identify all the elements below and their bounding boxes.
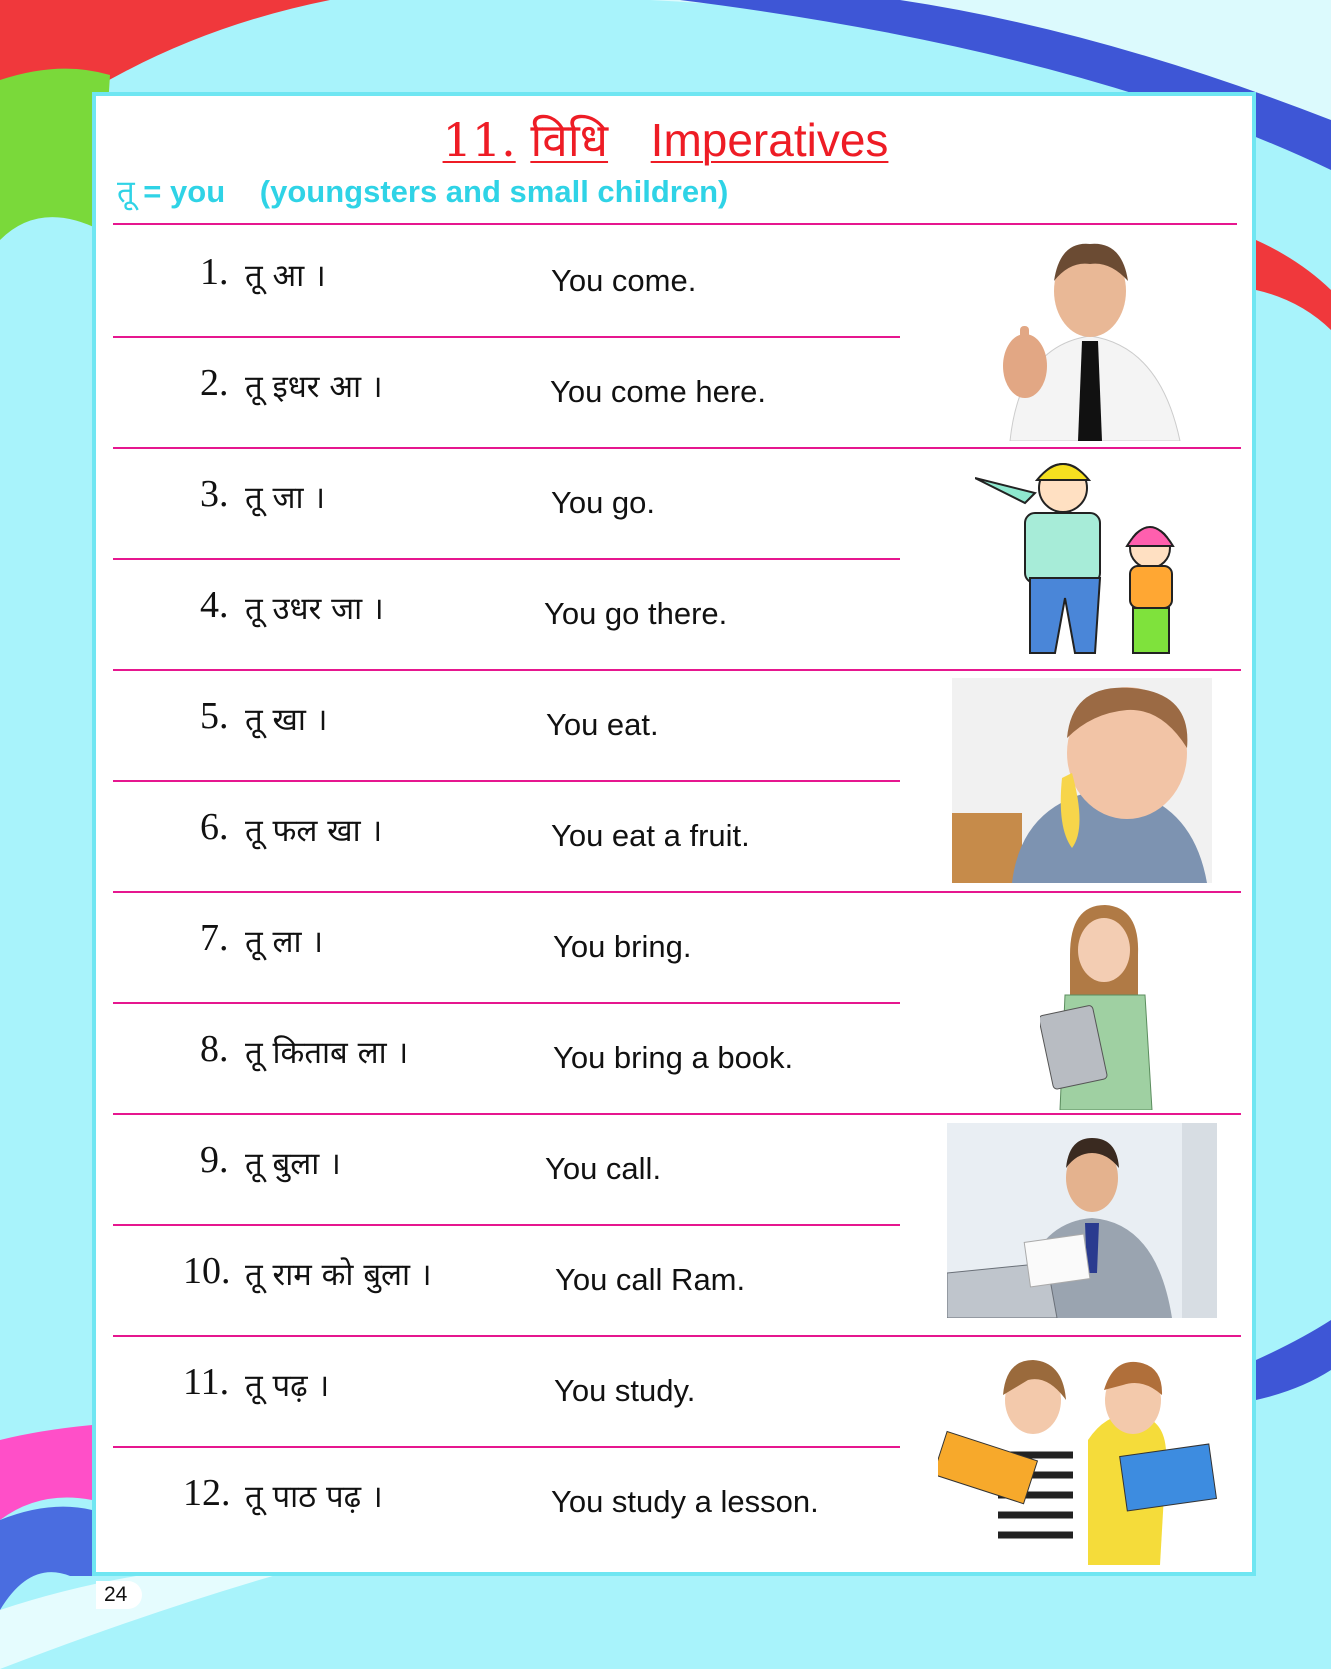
page-title xyxy=(0,112,1331,168)
hindi-sentence: तू आ । xyxy=(245,258,326,294)
english-translation: You bring. xyxy=(553,929,692,964)
english-translation: You eat a fruit. xyxy=(551,818,750,853)
hindi-sentence: तू बुला । xyxy=(245,1146,341,1182)
english-translation: You come. xyxy=(551,263,697,298)
hindi-sentence: तू फल खा । xyxy=(245,813,383,849)
english-translation: You eat. xyxy=(546,707,659,742)
english-translation: You call. xyxy=(545,1151,662,1186)
children-reading-icon xyxy=(938,1350,1223,1565)
row-number: 8. xyxy=(200,1028,229,1070)
row-number: 6. xyxy=(200,806,229,848)
boy-pointing-with-girl-icon xyxy=(975,448,1195,663)
subtitle-meaning: you xyxy=(170,174,226,209)
english-translation: You call Ram. xyxy=(555,1262,746,1297)
header-rule xyxy=(113,223,1237,225)
row-number: 10. xyxy=(183,1250,231,1292)
man-beckoning-icon xyxy=(990,236,1190,441)
english-translation: You study. xyxy=(554,1373,696,1408)
hindi-sentence: तू पढ़ । xyxy=(245,1368,330,1404)
hindi-sentence: तू इधर आ । xyxy=(245,369,383,405)
row-number: 5. xyxy=(200,695,229,737)
subtitle-pronoun: तू xyxy=(117,174,135,210)
hindi-sentence: तू राम को बुला । xyxy=(245,1257,432,1293)
subtitle xyxy=(117,170,728,212)
lesson-number: 11. xyxy=(442,113,516,167)
girl-holding-book-icon xyxy=(1040,895,1160,1110)
hindi-sentence: तू जा । xyxy=(245,480,326,516)
row-number: 1. xyxy=(200,251,229,293)
row-number: 3. xyxy=(200,473,229,515)
row-number: 9. xyxy=(200,1139,229,1181)
row-number: 2. xyxy=(200,362,229,404)
man-on-phone-icon xyxy=(947,1123,1217,1318)
baby-eating-banana-icon xyxy=(952,678,1212,883)
hindi-sentence: तू ला । xyxy=(245,924,324,960)
hindi-sentence: तू पाठ पढ़ । xyxy=(245,1479,383,1515)
row-number: 11. xyxy=(183,1361,230,1403)
row-number: 7. xyxy=(200,917,229,959)
english-translation: You come here. xyxy=(550,374,767,409)
hindi-sentence: तू किताब ला । xyxy=(245,1035,409,1071)
title-hindi: विधि xyxy=(530,113,609,167)
english-translation: You go there. xyxy=(544,596,728,631)
hindi-sentence: तू खा । xyxy=(245,702,328,738)
subtitle-equals: = xyxy=(143,174,162,209)
row-number: 12. xyxy=(183,1472,231,1514)
row-number: 4. xyxy=(200,584,229,626)
page-number: 24 xyxy=(96,1581,142,1609)
english-translation: You study a lesson. xyxy=(551,1484,819,1519)
english-translation: You go. xyxy=(551,485,656,520)
hindi-sentence: तू उधर जा । xyxy=(245,591,384,627)
subtitle-note: (youngsters and small children) xyxy=(259,174,729,209)
english-translation: You bring a book. xyxy=(553,1040,794,1075)
title-english: Imperatives xyxy=(650,114,889,166)
